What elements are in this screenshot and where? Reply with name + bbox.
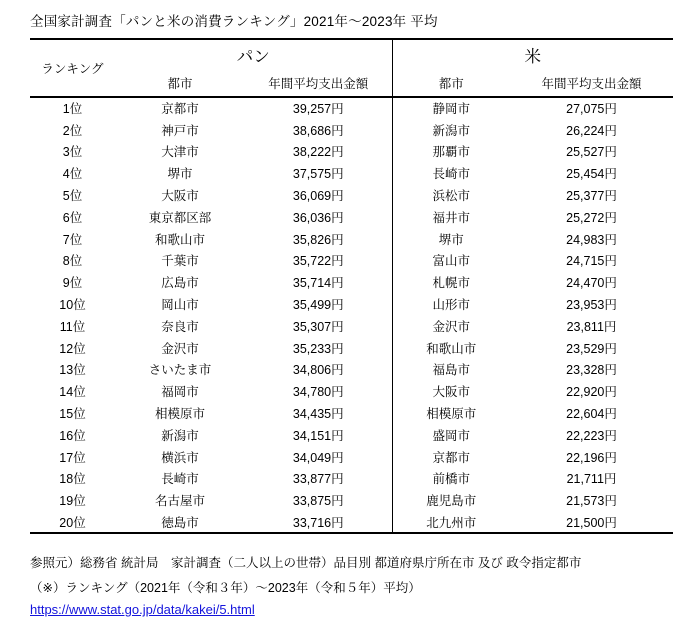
rank-cell: 13位: [59, 363, 86, 378]
bread-amount-cell: 34,780円: [292, 385, 344, 400]
table-row: [30, 337, 673, 359]
bread-city-cell: 横浜市: [161, 450, 199, 465]
rice-amount-cell: 23,953円: [566, 298, 617, 313]
rice-city-cell: 山形市: [392, 293, 510, 315]
table-row: [30, 380, 673, 402]
rice-city-cell: 長崎市: [392, 162, 510, 184]
bread-amount-cell: 35,307円: [292, 319, 344, 334]
bread-amount-cell: 35,722円: [292, 254, 344, 269]
table-row: [30, 402, 673, 424]
rank-cell: 2位: [62, 123, 83, 138]
rank-cell: 3位: [62, 145, 83, 160]
rank-cell: 9位: [62, 276, 83, 291]
bread-amount-cell: 35,233円: [292, 341, 344, 356]
source-link[interactable]: https://www.stat.go.jp/data/kakei/5.html: [30, 602, 255, 617]
source-note: 参照元）総務省 統計局 家計調査（二人以上の世帯）品目別 都道府県庁所在市 及び 政令指定都市: [30, 556, 582, 570]
bread-amount-cell: 38,222円: [292, 145, 344, 160]
rice-city-cell: 福島市: [392, 359, 510, 381]
table-row: [30, 119, 673, 141]
group-header-rice: 米: [392, 39, 673, 69]
rice-city-cell: 富山市: [392, 250, 510, 272]
bread-city-cell: 新潟市: [161, 428, 199, 443]
rice-city-cell: 金沢市: [392, 315, 510, 337]
bread-amount-cell: 33,875円: [292, 494, 344, 509]
rice-city-cell: 盛岡市: [392, 424, 510, 446]
bread-city-cell: 広島市: [161, 276, 199, 291]
bread-amount-cell: 34,151円: [292, 428, 344, 443]
rank-cell: 16位: [59, 428, 86, 443]
bread-city-cell: 長崎市: [161, 472, 199, 487]
rank-cell: 12位: [59, 341, 86, 356]
bread-amount-cell: 34,049円: [292, 450, 344, 465]
table-row: [30, 489, 673, 511]
bread-amount-cell: 33,716円: [292, 515, 344, 530]
rice-city-cell: 北九州市: [392, 511, 510, 533]
bread-city-cell: 大津市: [161, 145, 199, 160]
rice-amount-cell: 24,983円: [566, 232, 617, 247]
bread-amount-cell: 35,714円: [292, 276, 344, 291]
bread-city-cell: 徳島市: [161, 515, 199, 530]
bread-city-cell: 千葉市: [161, 254, 199, 269]
table-row: [30, 206, 673, 228]
table-row: [30, 446, 673, 468]
bread-city-cell: 大阪市: [161, 189, 199, 204]
rice-city-cell: 鹿児島市: [392, 489, 510, 511]
rice-amount-cell: 25,527円: [566, 145, 617, 160]
bread-city-cell: 名古屋市: [154, 494, 205, 509]
rice-city-cell: 福井市: [392, 206, 510, 228]
bread-city-cell: 奈良市: [161, 319, 199, 334]
bread-amount-cell: 34,435円: [292, 407, 344, 422]
rice-amount-cell: 21,711円: [566, 472, 617, 487]
rank-cell: 20位: [59, 515, 86, 530]
table-row: [30, 184, 673, 206]
rice-city-cell: 相模原市: [392, 402, 510, 424]
bread-city-cell: 京都市: [161, 102, 199, 117]
rice-amount-cell: 25,272円: [566, 210, 617, 225]
rank-cell: 17位: [59, 450, 86, 465]
column-header-rice-city: 都市: [392, 69, 510, 97]
rice-amount-cell: 22,223円: [566, 428, 617, 443]
rice-amount-cell: 27,075円: [566, 102, 617, 117]
rice-amount-cell: 21,500円: [566, 515, 617, 530]
rice-amount-cell: 22,920円: [566, 385, 617, 400]
table-row: [30, 468, 673, 490]
bread-amount-cell: 33,877円: [292, 472, 344, 487]
rank-cell: 15位: [59, 407, 86, 422]
table-row: [30, 359, 673, 381]
bread-city-cell: 相模原市: [154, 407, 205, 422]
page-title: 全国家計調査「パンと米の消費ランキング」2021年～2023年 平均: [30, 14, 438, 29]
rank-cell: 18位: [59, 472, 86, 487]
table-row: [30, 141, 673, 163]
rank-cell: 1位: [62, 102, 83, 117]
rank-cell: 5位: [62, 189, 83, 204]
rice-city-cell: 和歌山市: [392, 337, 510, 359]
rice-city-cell: 静岡市: [392, 97, 510, 119]
rank-cell: 14位: [59, 385, 86, 400]
rice-amount-cell: 24,715円: [566, 254, 617, 269]
rank-cell: 6位: [62, 210, 83, 225]
rice-city-cell: 新潟市: [392, 119, 510, 141]
rank-cell: 10位: [59, 298, 86, 313]
table-row: [30, 424, 673, 446]
column-header-rice-amount: 年間平均支出金額: [541, 76, 642, 91]
table-row: [30, 271, 673, 293]
bread-city-cell: 東京都区部: [148, 210, 212, 225]
bread-city-cell: 堺市: [167, 167, 193, 182]
bread-amount-cell: 35,826円: [292, 232, 344, 247]
rank-cell: 7位: [62, 232, 83, 247]
rice-city-cell: 京都市: [392, 446, 510, 468]
rice-amount-cell: 25,377円: [566, 189, 617, 204]
rice-city-cell: 大阪市: [392, 380, 510, 402]
table-row: [30, 162, 673, 184]
rank-cell: 11位: [59, 319, 86, 334]
ranking-table: [30, 38, 673, 534]
rice-amount-cell: 22,604円: [566, 407, 617, 422]
rice-city-cell: 堺市: [392, 228, 510, 250]
group-header-bread: パン: [236, 47, 270, 66]
rice-amount-cell: 26,224円: [566, 123, 617, 138]
table-row: [30, 315, 673, 337]
bread-city-cell: 福岡市: [161, 385, 199, 400]
column-header-ranking: ランキング: [41, 62, 104, 76]
bread-amount-cell: 35,499円: [292, 298, 344, 313]
rice-amount-cell: 23,811円: [566, 319, 617, 334]
bread-amount-cell: 36,069円: [292, 189, 344, 204]
rice-city-cell: 浜松市: [392, 184, 510, 206]
bread-amount-cell: 34,806円: [292, 363, 344, 378]
rank-cell: 8位: [62, 254, 83, 269]
table-row: [30, 293, 673, 315]
bread-amount-cell: 36,036円: [292, 210, 344, 225]
rice-city-cell: 札幌市: [392, 271, 510, 293]
table-row: [30, 228, 673, 250]
rank-cell: 4位: [62, 167, 83, 182]
table-row: [30, 97, 673, 119]
rice-amount-cell: 22,196円: [566, 450, 617, 465]
bread-city-cell: 和歌山市: [154, 232, 205, 247]
rice-amount-cell: 23,529円: [566, 341, 617, 356]
column-header-bread-city: 都市: [167, 76, 193, 91]
bread-city-cell: さいたま市: [148, 363, 212, 378]
rice-amount-cell: 25,454円: [566, 167, 617, 182]
bread-city-cell: 金沢市: [161, 341, 199, 356]
rice-city-cell: 那覇市: [392, 141, 510, 163]
table-row: [30, 511, 673, 533]
bread-amount-cell: 37,575円: [292, 167, 344, 182]
bread-city-cell: 岡山市: [161, 298, 199, 313]
rice-city-cell: 前橋市: [392, 468, 510, 490]
rice-amount-cell: 24,470円: [566, 276, 617, 291]
bread-amount-cell: 38,686円: [292, 123, 344, 138]
bread-city-cell: 神戸市: [161, 123, 199, 138]
rice-amount-cell: 23,328円: [566, 363, 617, 378]
bread-amount-cell: 39,257円: [292, 102, 344, 117]
table-header: [30, 39, 673, 97]
rank-cell: 19位: [59, 494, 86, 509]
column-header-bread-amount: 年間平均支出金額: [268, 76, 369, 91]
rice-amount-cell: 21,573円: [566, 494, 617, 509]
table-row: [30, 250, 673, 272]
table-body: [30, 97, 673, 533]
ranking-note: （※）ランキング（2021年（令和３年）～2023年（令和５年）平均）: [30, 581, 421, 595]
